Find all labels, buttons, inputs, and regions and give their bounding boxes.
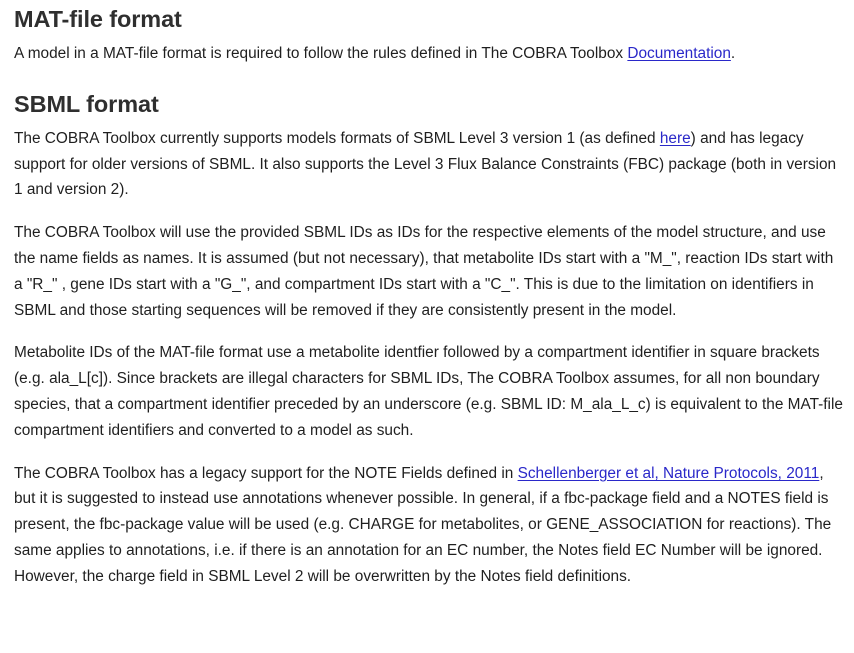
- section-mat-file-format: [14, 4, 845, 67]
- text-run: The COBRA Toolbox has a legacy support for the NOTE Fields defined in: [14, 464, 518, 482]
- paragraph: [14, 461, 845, 590]
- text-run: , but it is suggested to instead use annotations whenever possible. In general, if a fbc-package field and a NOTES field is present, the fbc-package value will be used (e.g. CHARGE for metabolites, or GENE_ASSOCIATION for reactions). The same applies to annotations, i.e. if there is an annotation for an EC number, the Notes field EC Number will be ignored. However, the charge field in SBML Level 2 will be overwritten by the Notes field definitions.: [14, 464, 832, 585]
- paragraph: [14, 41, 845, 67]
- page-title: MAT-file format: [14, 6, 182, 32]
- text-run: The COBRA Toolbox currently supports models formats of SBML Level 3 version 1 (as defined: [14, 129, 660, 147]
- text-run: The COBRA Toolbox will use the provided SBML IDs as IDs for the respective elements of the model structure, and use the name fields as names. It is assumed (but not necessary), that metabolite IDs start with a "M_", reaction IDs start with a "R_" , gene IDs start with a "G_", and compartment IDs start with a "C_". This is due to the limitation on identifiers in SBML and those starting sequences will be removed if they are consistently present in the model.: [14, 224, 834, 319]
- section-title: SBML format: [14, 90, 159, 117]
- inline-link[interactable]: Documentation: [627, 45, 731, 62]
- text-run: Metabolite IDs of the MAT-file format use a metabolite identfier followed by a compartment identifier in square brackets (e.g. ala_L[c]). Since brackets are illegal characters for SBML IDs, The COBRA Toolbox assumes, for all non boundary species, that a compartment identifier preceded by an underscore (e.g. SBML ID: M_ala_L_c) is equivalent to the MAT-file compartment identifiers and converted to a model as such.: [14, 344, 843, 439]
- paragraph: [14, 220, 845, 323]
- section-sbml-format: [14, 89, 845, 590]
- paragraph: [14, 340, 845, 443]
- paragraph: [14, 126, 845, 203]
- text-run: .: [730, 45, 736, 62]
- inline-link[interactable]: Schellenberger et al, Nature Protocols, 2011: [517, 464, 820, 482]
- documentation-page: [0, 4, 854, 590]
- text-run: ) and has legacy support for older versions of SBML. It also supports the Level 3 Flux Balance Constraints (FBC) package (both in version 1 and version 2).: [14, 129, 837, 199]
- text-run: A model in a MAT-file format is required to follow the rules defined in The COBRA Toolbox: [14, 45, 628, 62]
- inline-link[interactable]: here: [659, 129, 691, 147]
